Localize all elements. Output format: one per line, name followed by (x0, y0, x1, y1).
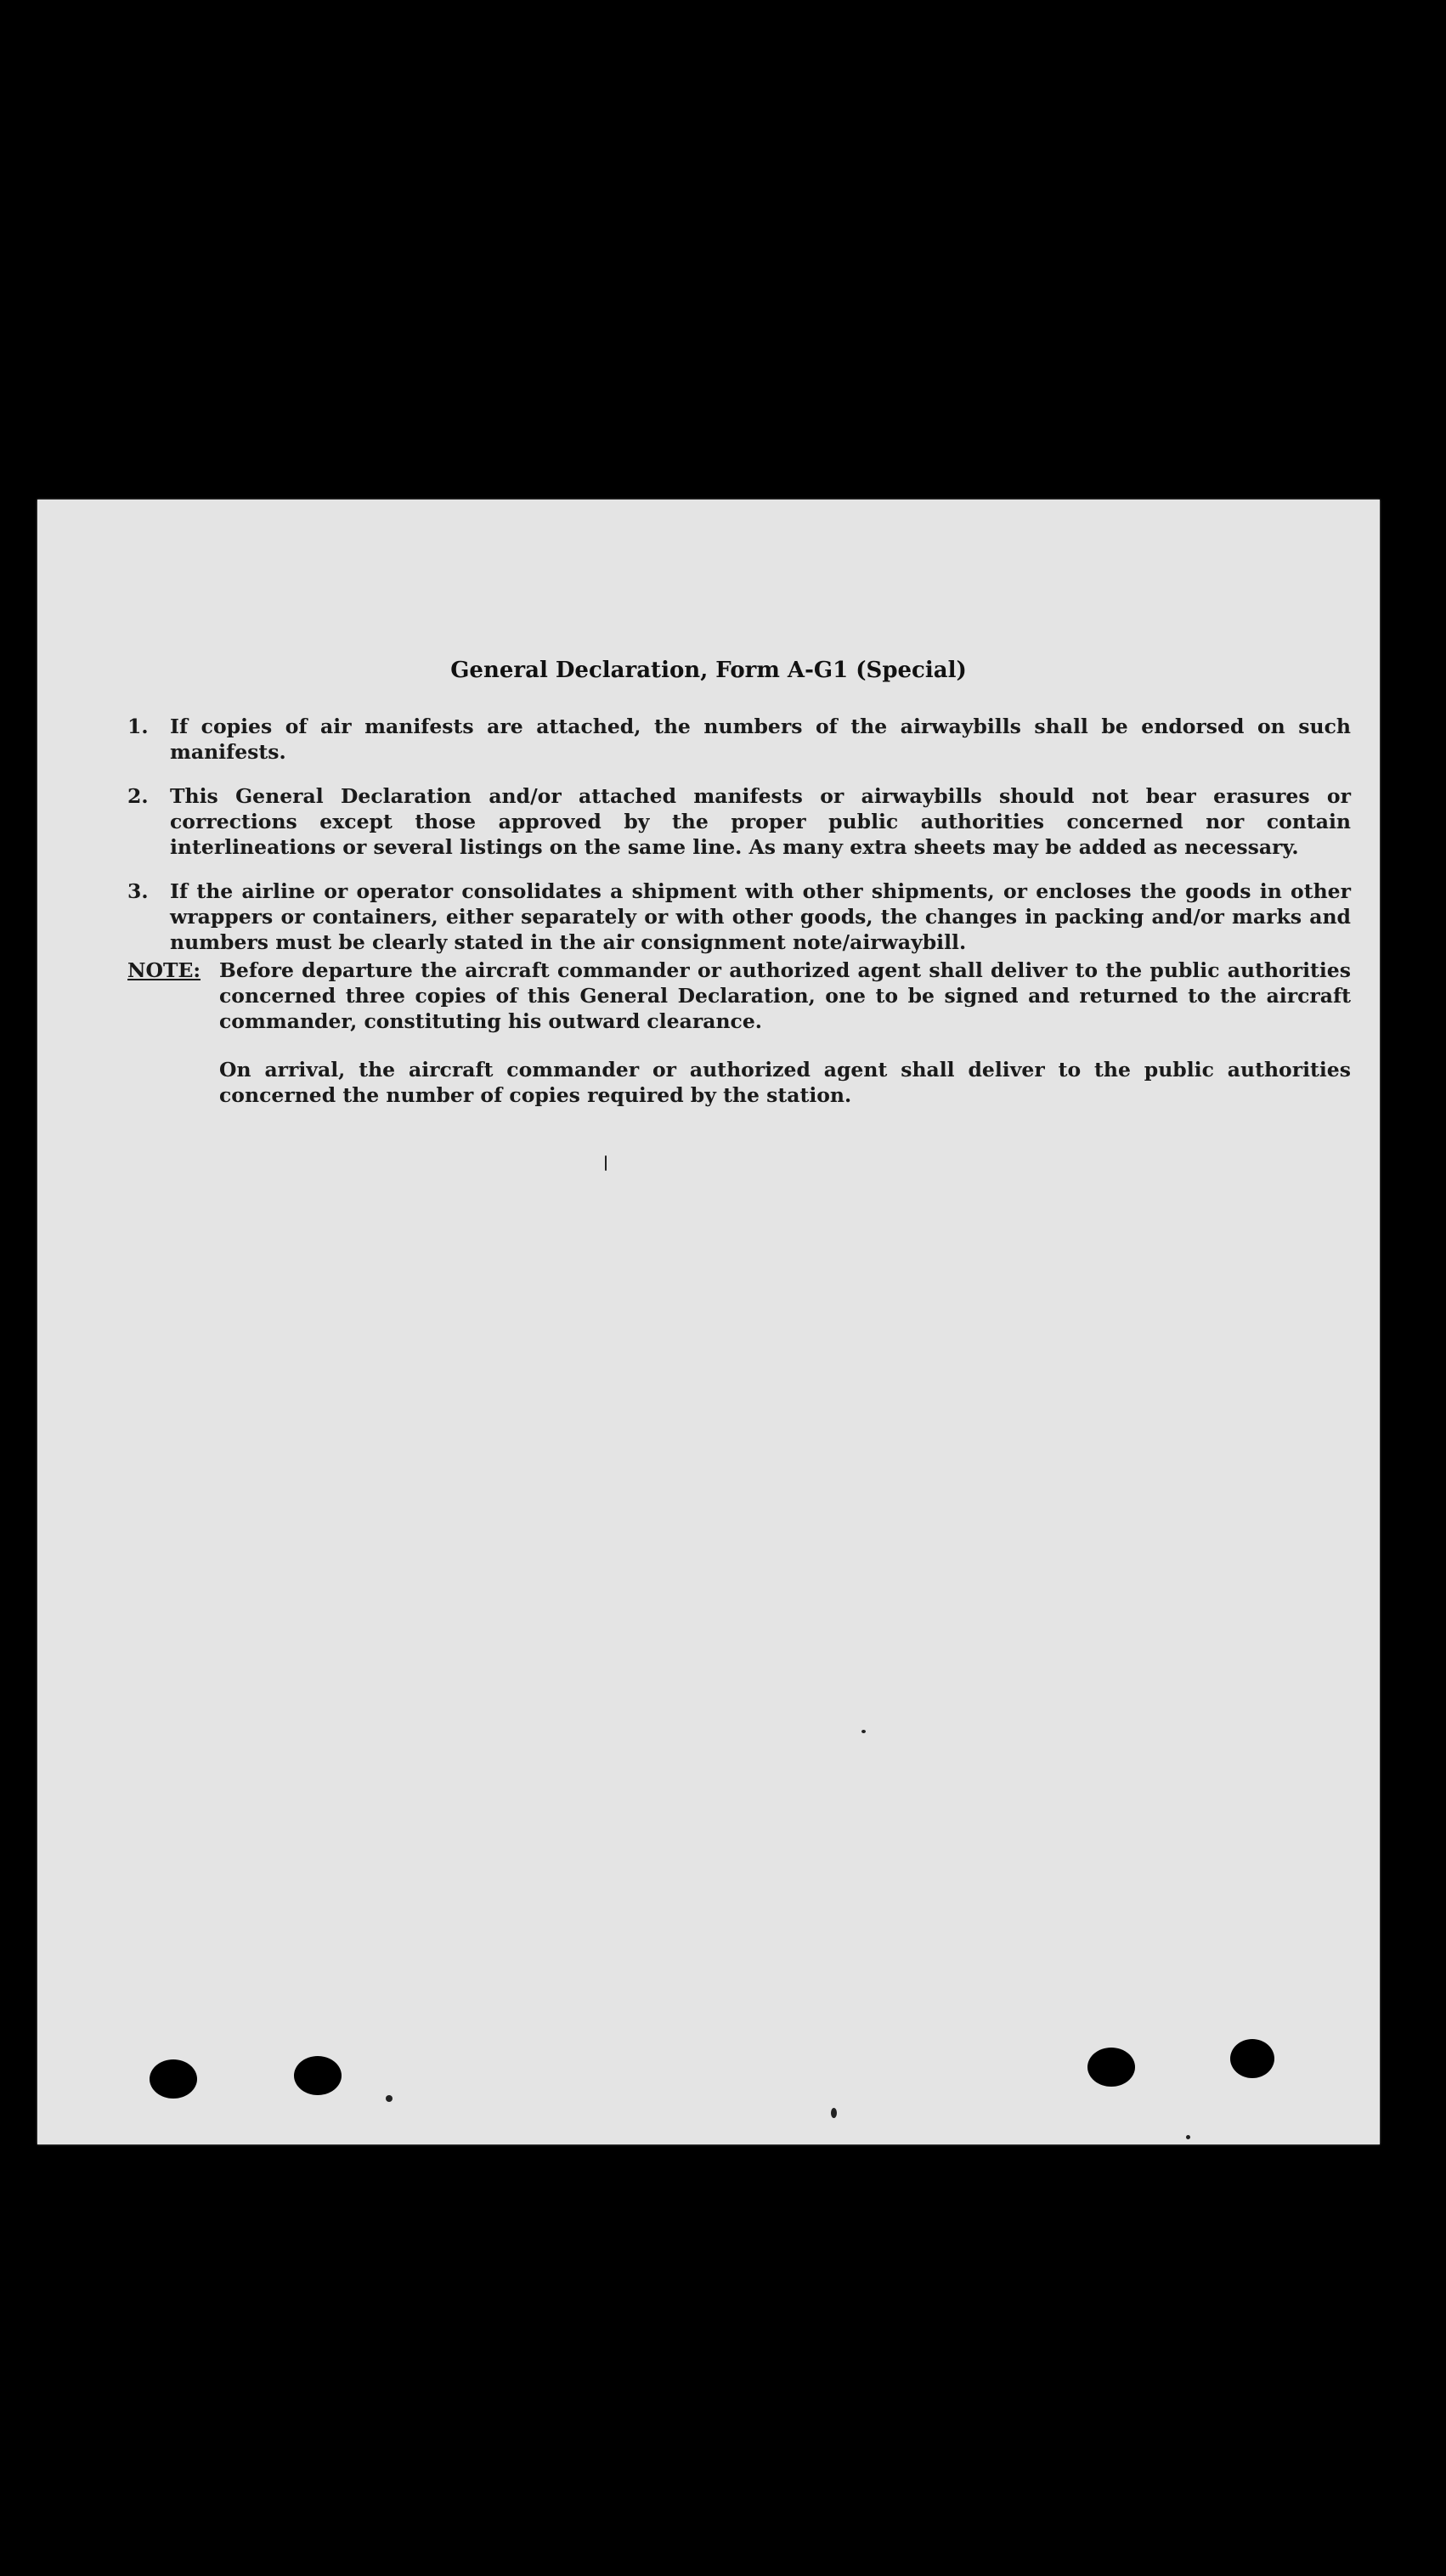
scan-speck (831, 2108, 837, 2118)
document-title: General Declaration, Form A-G1 (Special) (450, 658, 967, 683)
item-text: If the airline or operator consolidates a shipment with other shipments, or encloses the goods in other wrappers or containers, either separately or with other goods, the changes in packing and/or marks and numbers must be clearly stated in the air consignment note/airwaybill. (170, 879, 1351, 954)
scan-speck (605, 1155, 607, 1171)
note-text: Before departure the aircraft commander or authorized agent shall deliver to the public authorities concerned three copies of this General Declaration, one to be signed and returned to the aircraft commander, constituting his outward clearance. (219, 958, 1351, 1033)
note-label: NOTE: (127, 958, 201, 982)
document-page (37, 500, 1380, 2144)
item-number: 2. (127, 784, 149, 808)
item-text: This General Declaration and/or attached manifests or airwaybills should not bear erasures or corrections except those approved by the proper public authorities concerned nor contain interlineations or several listings on the same line. As many extra sheets may be added as necessary. (170, 784, 1351, 859)
scan-speck (861, 1730, 866, 1733)
list-item (127, 878, 1351, 955)
punch-hole (150, 2059, 197, 2099)
arrival-note-text: On arrival, the aircraft commander or authorized agent shall deliver to the public authorities concerned the number of copies required by the station. (219, 1058, 1351, 1107)
item-number: 3. (127, 879, 149, 903)
list-item (127, 714, 1351, 765)
punch-hole (1230, 2039, 1274, 2078)
list-item (127, 783, 1351, 860)
punch-hole (294, 2056, 342, 2095)
punch-hole (1087, 2048, 1135, 2087)
note-section (127, 958, 1351, 1034)
scan-speck (386, 2095, 393, 2102)
instruction-list (127, 714, 1351, 955)
item-number: 1. (127, 715, 149, 738)
item-text: If copies of air manifests are attached, the numbers of the airwaybills shall be endorsed on such manifests. (170, 715, 1351, 764)
scan-speck (1186, 2135, 1190, 2139)
